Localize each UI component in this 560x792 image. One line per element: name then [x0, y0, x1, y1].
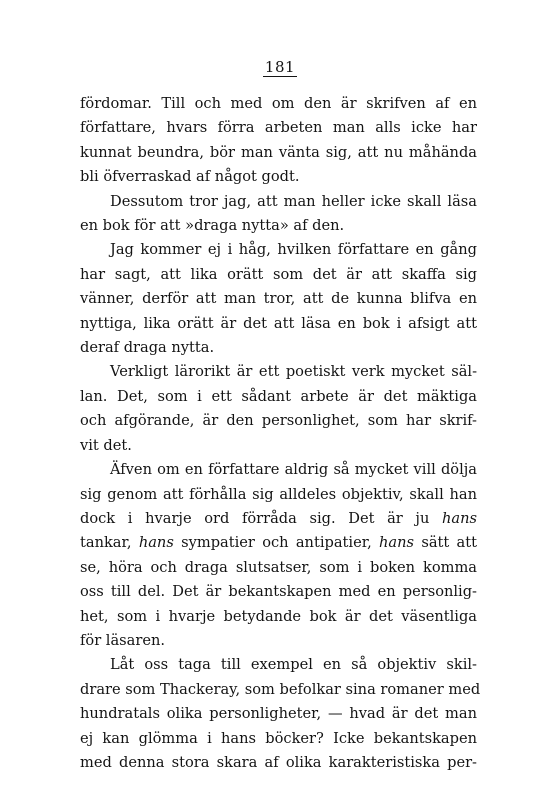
text-line [80, 702, 477, 726]
text-line [80, 458, 477, 482]
text-segment: drare som Thackeray, som befolkar sina romaner med [80, 680, 481, 698]
text-segment: Äfven om en författare aldrig så mycket vill dölja [110, 461, 477, 479]
text-segment: deraf draga nytta. [80, 339, 215, 357]
text-segment: fördomar. Till och med om den är skrifven af en [80, 95, 477, 112]
body-text [80, 92, 481, 775]
text-line [80, 751, 477, 775]
italic-emphasis: hans [138, 534, 174, 552]
text-segment: Dessutom tror jag, att man heller icke skall läsa [110, 192, 477, 210]
text-line [80, 116, 477, 140]
text-line [80, 336, 477, 360]
text-segment: Jag kommer ej i håg, hvilken författare en gång [110, 241, 477, 259]
text-line [80, 287, 477, 311]
text-line [80, 92, 477, 116]
italic-emphasis: hans [442, 509, 477, 527]
text-segment: en bok för att »draga nytta» af den. [80, 217, 345, 235]
text-line [80, 653, 477, 677]
text-segment: vänner, derför att man tror, att de kunna blifva en [80, 290, 477, 308]
text-line [80, 727, 477, 751]
text-line [80, 434, 477, 458]
text-line [80, 483, 477, 507]
text-segment: har sagt, att lika orätt som det är att skaffa sig [80, 265, 477, 283]
text-line [80, 605, 477, 629]
text-line [80, 190, 477, 214]
text-line [80, 360, 477, 384]
text-segment: Låt oss taga till exempel en så objektiv skil- [110, 656, 477, 674]
text-segment: vit det. [80, 436, 132, 454]
text-line [80, 214, 477, 238]
text-line [80, 238, 477, 262]
text-line [80, 580, 477, 604]
text-segment: dock i hvarje ord förråda sig. Det är ju [80, 509, 442, 527]
text-line [80, 531, 477, 555]
text-segment: sätt att [414, 534, 477, 552]
page-number: 181 [264, 58, 296, 76]
text-line [80, 507, 477, 531]
text-segment: hundratals olika personligheter, — hvad är det man [80, 705, 477, 723]
italic-emphasis: hans [379, 534, 415, 552]
text-line [80, 629, 477, 653]
text-segment: tankar, [80, 534, 139, 552]
text-line [80, 263, 477, 287]
text-line [80, 165, 477, 189]
text-segment: sympatier och antipatier, [173, 534, 380, 552]
text-segment: kunnat beundra, bör man vänta sig, att nu måhända [80, 143, 477, 161]
text-segment: Verkligt lärorikt är ett poetiskt verk mycket säl- [110, 363, 477, 381]
text-segment: författare, hvars förra arbeten man alls icke har [80, 119, 477, 137]
text-segment: sig genom att förhålla sig alldeles objektiv, skall han [80, 485, 477, 503]
text-line [80, 312, 477, 336]
text-segment: nyttiga, lika orätt är det att läsa en bok i afsigt att [80, 314, 477, 332]
text-segment: lan. Det, som i ett sådant arbete är det mäktiga [80, 387, 477, 405]
text-segment: se, höra och draga slutsatser, som i boken komma [80, 558, 477, 576]
text-segment: oss till del. Det är bekantskapen med en personlig- [80, 583, 477, 601]
text-segment: och afgörande, är den personlighet, som har skrif- [80, 412, 477, 430]
text-line [80, 409, 477, 433]
text-segment: het, som i hvarje betydande bok är det väsentliga [80, 607, 477, 625]
text-segment: för läsaren. [80, 631, 166, 649]
text-line [80, 385, 477, 409]
text-line [80, 556, 477, 580]
text-line [80, 141, 477, 165]
text-line [80, 678, 481, 702]
text-segment: bli öfverraskad af något godt. [80, 168, 300, 186]
text-segment: med denna stora skara af olika karakteristiska per- [80, 753, 477, 771]
text-segment: ej kan glömma i hans böcker? Icke bekantskapen [80, 729, 477, 747]
